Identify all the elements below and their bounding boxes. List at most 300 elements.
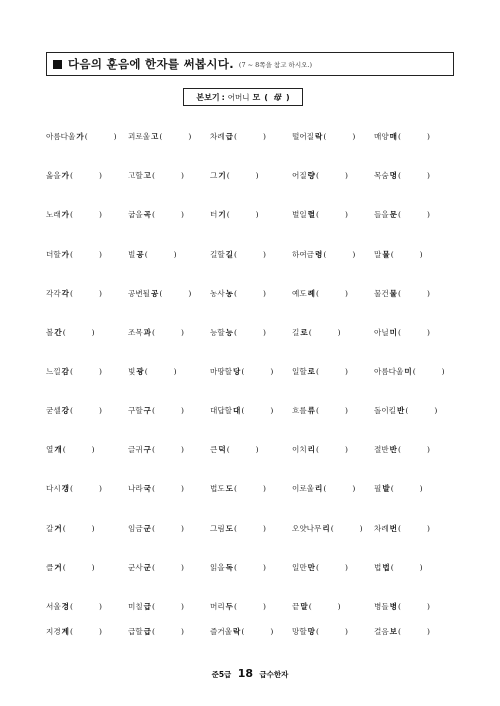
exercise-item bbox=[374, 117, 456, 156]
exercise-item bbox=[128, 274, 210, 313]
exercise-sound: 법 bbox=[382, 562, 390, 572]
answer-close-paren: ) bbox=[352, 132, 356, 142]
answer-open-paren: ( bbox=[70, 288, 73, 298]
exercise-meaning: 큰 bbox=[210, 445, 218, 455]
exercise-meaning: 대답할 bbox=[210, 406, 233, 416]
answer-open-paren: ( bbox=[144, 249, 148, 259]
answer-open-paren: ( bbox=[152, 562, 155, 572]
exercise-meaning: 이치 bbox=[292, 445, 307, 455]
exercise-meaning: 마땅할 bbox=[210, 366, 233, 376]
exercise-sound: 강 bbox=[61, 406, 70, 416]
answer-close-paren: ) bbox=[344, 171, 348, 181]
exercise-meaning: 군사 bbox=[128, 562, 143, 572]
answer-close-paren: ) bbox=[91, 445, 95, 455]
answer-close-paren: ) bbox=[98, 484, 102, 494]
answer-open-paren: ( bbox=[398, 132, 401, 142]
exercise-sound: 만 bbox=[307, 562, 316, 572]
exercise-item bbox=[292, 234, 374, 273]
exercise-sound: 도 bbox=[225, 484, 234, 494]
exercise-sound: 능 bbox=[225, 327, 234, 337]
exercise-sound: 가 bbox=[61, 210, 70, 220]
answer-open-paren: ( bbox=[159, 288, 163, 298]
exercise-meaning: 조목 bbox=[128, 327, 143, 337]
exercise-item bbox=[210, 391, 292, 430]
exercise-item bbox=[292, 195, 374, 234]
answer-open-paren: ( bbox=[226, 210, 230, 220]
example-answer: 母 bbox=[272, 92, 281, 102]
answer-close-paren: ) bbox=[91, 523, 95, 533]
exercise-sound: 로 bbox=[307, 366, 316, 376]
exercise-meaning: 열 bbox=[46, 445, 54, 455]
black-square-icon bbox=[53, 60, 62, 69]
example-close-paren: ) bbox=[285, 92, 290, 102]
exercise-meaning: 능할 bbox=[210, 327, 225, 337]
answer-open-paren: ( bbox=[70, 406, 73, 416]
answer-close-paren: ) bbox=[113, 132, 117, 142]
exercise-item bbox=[374, 391, 456, 430]
answer-close-paren: ) bbox=[262, 327, 266, 337]
exercise-sound: 공 bbox=[151, 288, 159, 298]
answer-open-paren: ( bbox=[308, 601, 312, 611]
exercise-meaning: 즐거울 bbox=[210, 627, 233, 636]
exercise-meaning: 고할 bbox=[128, 171, 143, 181]
answer-open-paren: ( bbox=[152, 523, 155, 533]
footer-level: 준5급 bbox=[211, 670, 232, 679]
footer-book-title: 급수한자 bbox=[259, 670, 289, 679]
answer-close-paren: ) bbox=[98, 601, 102, 611]
exercise-meaning: 지경 bbox=[46, 627, 61, 636]
answer-open-paren: ( bbox=[152, 601, 155, 611]
exercise-meaning: 노래 bbox=[46, 210, 61, 220]
answer-open-paren: ( bbox=[226, 445, 230, 455]
exercise-item bbox=[374, 274, 456, 313]
answer-close-paren: ) bbox=[426, 601, 430, 611]
exercise-meaning: 길 bbox=[292, 327, 300, 337]
answer-open-paren: ( bbox=[398, 523, 401, 533]
exercise-item bbox=[128, 587, 210, 626]
answer-open-paren: ( bbox=[62, 523, 66, 533]
answer-open-paren: ( bbox=[398, 171, 401, 181]
answer-open-paren: ( bbox=[152, 445, 155, 455]
exercise-meaning: 다시 bbox=[46, 484, 61, 494]
exercise-meaning: 옳을 bbox=[46, 171, 61, 181]
answer-open-paren: ( bbox=[390, 484, 394, 494]
instruction-title-box bbox=[46, 52, 454, 76]
answer-close-paren: ) bbox=[262, 523, 266, 533]
answer-close-paren: ) bbox=[337, 327, 341, 337]
exercise-meaning: 일만 bbox=[292, 562, 307, 572]
answer-close-paren: ) bbox=[98, 171, 102, 181]
answer-close-paren: ) bbox=[188, 288, 192, 298]
exercise-meaning: 읽을 bbox=[210, 562, 225, 572]
exercise-item bbox=[292, 548, 374, 587]
exercise-sound: 미 bbox=[389, 327, 398, 337]
exercise-item bbox=[292, 156, 374, 195]
answer-close-paren: ) bbox=[426, 171, 430, 181]
exercise-sound: 류 bbox=[307, 406, 316, 416]
answer-open-paren: ( bbox=[398, 210, 401, 220]
exercise-meaning: 예도 bbox=[292, 288, 307, 298]
exercise-meaning: 각각 bbox=[46, 288, 61, 298]
exercise-meaning: 아닐 bbox=[374, 327, 389, 337]
exercise-meaning: 느낄 bbox=[46, 366, 61, 376]
answer-open-paren: ( bbox=[316, 210, 319, 220]
instruction-note: (7 ~ 8쪽을 참고 하시오.) bbox=[238, 60, 312, 69]
exercise-item bbox=[46, 313, 128, 352]
exercise-meaning: 빛 bbox=[128, 366, 136, 376]
exercise-meaning: 절반 bbox=[374, 445, 389, 455]
exercise-sound: 례 bbox=[307, 288, 316, 298]
exercise-meaning: 법 bbox=[374, 562, 382, 572]
answer-open-paren: ( bbox=[152, 210, 155, 220]
exercise-meaning: 나라 bbox=[128, 484, 143, 494]
answer-close-paren: ) bbox=[344, 562, 348, 572]
answer-close-paren: ) bbox=[98, 627, 102, 636]
answer-open-paren: ( bbox=[234, 132, 237, 142]
answer-open-paren: ( bbox=[330, 523, 334, 533]
answer-open-paren: ( bbox=[398, 445, 401, 455]
answer-open-paren: ( bbox=[241, 406, 245, 416]
answer-open-paren: ( bbox=[323, 484, 327, 494]
answer-open-paren: ( bbox=[308, 327, 312, 337]
answer-close-paren: ) bbox=[344, 288, 348, 298]
exercise-item bbox=[374, 509, 456, 548]
exercise-item bbox=[292, 313, 374, 352]
answer-open-paren: ( bbox=[70, 171, 73, 181]
exercise-item bbox=[210, 274, 292, 313]
answer-open-paren: ( bbox=[144, 366, 148, 376]
exercise-item bbox=[128, 626, 210, 637]
exercise-item bbox=[128, 469, 210, 508]
exercise-item bbox=[46, 469, 128, 508]
exercise-sound: 과 bbox=[143, 327, 152, 337]
exercise-sound: 물 bbox=[382, 249, 390, 259]
exercise-item bbox=[46, 509, 128, 548]
exercise-meaning: 길할 bbox=[210, 249, 225, 259]
answer-close-paren: ) bbox=[352, 249, 356, 259]
exercise-meaning: 아름다울 bbox=[374, 366, 404, 376]
exercise-item bbox=[46, 391, 128, 430]
exercise-item bbox=[292, 469, 374, 508]
exercise-item bbox=[374, 587, 456, 626]
answer-open-paren: ( bbox=[323, 132, 327, 142]
answer-open-paren: ( bbox=[234, 288, 237, 298]
exercise-sound: 령 bbox=[315, 249, 323, 259]
exercise-sound: 국 bbox=[143, 484, 152, 494]
exercise-meaning: 하여금 bbox=[292, 249, 315, 259]
exercise-sound: 문 bbox=[389, 210, 398, 220]
exercise-item bbox=[210, 156, 292, 195]
exercise-sound: 급 bbox=[143, 601, 152, 611]
exercise-sound: 거 bbox=[54, 562, 62, 572]
answer-open-paren: ( bbox=[152, 484, 155, 494]
exercise-item bbox=[128, 195, 210, 234]
exercise-meaning: 끝 bbox=[292, 601, 300, 611]
exercise-meaning: 서울 bbox=[46, 601, 61, 611]
answer-close-paren: ) bbox=[262, 562, 266, 572]
answer-open-paren: ( bbox=[234, 327, 237, 337]
exercise-meaning: 공변될 bbox=[128, 288, 151, 298]
answer-open-paren: ( bbox=[84, 132, 88, 142]
exercise-sound: 리 bbox=[322, 523, 330, 533]
exercise-meaning: 이로울 bbox=[292, 484, 315, 494]
exercise-meaning: 빌 bbox=[128, 249, 136, 259]
answer-close-paren: ) bbox=[180, 562, 184, 572]
page-footer bbox=[0, 667, 500, 680]
answer-close-paren: ) bbox=[270, 627, 274, 636]
answer-open-paren: ( bbox=[398, 627, 401, 636]
answer-open-paren: ( bbox=[226, 171, 230, 181]
exercise-item bbox=[210, 352, 292, 391]
exercise-sound: 개 bbox=[54, 445, 62, 455]
answer-close-paren: ) bbox=[255, 445, 259, 455]
exercise-item bbox=[374, 548, 456, 587]
exercise-sound: 말 bbox=[300, 601, 308, 611]
exercise-meaning: 일할 bbox=[292, 366, 307, 376]
answer-open-paren: ( bbox=[241, 627, 245, 636]
exercise-sound: 명 bbox=[389, 171, 398, 181]
exercise-item bbox=[292, 626, 374, 637]
answer-open-paren: ( bbox=[152, 171, 155, 181]
answer-close-paren: ) bbox=[344, 406, 348, 416]
exercise-item bbox=[128, 430, 210, 469]
exercise-sound: 반 bbox=[389, 445, 398, 455]
exercise-sound: 각 bbox=[61, 288, 70, 298]
answer-open-paren: ( bbox=[234, 484, 237, 494]
answer-close-paren: ) bbox=[426, 445, 430, 455]
exercise-sound: 덕 bbox=[218, 445, 226, 455]
answer-open-paren: ( bbox=[62, 562, 66, 572]
exercise-sound: 로 bbox=[300, 327, 308, 337]
exercise-sound: 고 bbox=[143, 171, 152, 181]
exercise-sound: 공 bbox=[136, 249, 144, 259]
answer-open-paren: ( bbox=[398, 288, 401, 298]
answer-open-paren: ( bbox=[70, 601, 73, 611]
exercise-sound: 기 bbox=[218, 210, 226, 220]
answer-close-paren: ) bbox=[426, 210, 430, 220]
answer-close-paren: ) bbox=[337, 601, 341, 611]
answer-open-paren: ( bbox=[70, 366, 73, 376]
exercise-item bbox=[374, 156, 456, 195]
answer-open-paren: ( bbox=[241, 366, 245, 376]
answer-open-paren: ( bbox=[316, 171, 319, 181]
exercise-item bbox=[46, 117, 128, 156]
exercise-meaning: 임금 bbox=[128, 523, 143, 533]
answer-open-paren: ( bbox=[412, 366, 416, 376]
exercise-sound: 병 bbox=[389, 601, 398, 611]
exercise-meaning: 오얏나무 bbox=[292, 523, 322, 533]
exercise-meaning: 클 bbox=[46, 562, 54, 572]
answer-close-paren: ) bbox=[419, 562, 423, 572]
exercise-item bbox=[292, 274, 374, 313]
exercise-sound: 대 bbox=[233, 406, 241, 416]
exercise-meaning: 돌이킬 bbox=[374, 406, 397, 416]
exercise-meaning: 갈 bbox=[46, 523, 54, 533]
answer-open-paren: ( bbox=[234, 601, 237, 611]
answer-open-paren: ( bbox=[70, 249, 73, 259]
exercise-meaning: 볼 bbox=[46, 327, 54, 337]
exercise-sound: 감 bbox=[61, 366, 70, 376]
answer-close-paren: ) bbox=[262, 484, 266, 494]
exercise-sound: 리 bbox=[307, 445, 316, 455]
answer-open-paren: ( bbox=[405, 406, 409, 416]
exercise-item bbox=[292, 587, 374, 626]
exercise-meaning: 그 bbox=[210, 171, 218, 181]
exercise-item bbox=[128, 117, 210, 156]
answer-close-paren: ) bbox=[419, 249, 423, 259]
exercise-meaning: 걸음 bbox=[374, 627, 389, 636]
exercise-item bbox=[374, 313, 456, 352]
answer-close-paren: ) bbox=[262, 288, 266, 298]
exercise-item bbox=[46, 156, 128, 195]
exercise-sound: 미 bbox=[404, 366, 412, 376]
exercise-meaning: 망할 bbox=[292, 627, 307, 636]
exercise-meaning: 굽을 bbox=[128, 210, 143, 220]
exercise-sound: 가 bbox=[61, 171, 70, 181]
exercise-item bbox=[128, 509, 210, 548]
answer-close-paren: ) bbox=[180, 406, 184, 416]
exercise-sound: 구 bbox=[143, 445, 152, 455]
example-label: 본보기 bbox=[196, 92, 220, 102]
instruction-title: 다음의 훈음에 한자를 써봅시다. bbox=[68, 57, 234, 71]
exercise-meaning: 들을 bbox=[374, 210, 389, 220]
answer-close-paren: ) bbox=[434, 406, 438, 416]
answer-open-paren: ( bbox=[62, 445, 66, 455]
exercise-item bbox=[292, 430, 374, 469]
exercise-sound: 길 bbox=[225, 249, 234, 259]
exercise-sound: 기 bbox=[218, 171, 226, 181]
answer-close-paren: ) bbox=[426, 288, 430, 298]
exercise-sound: 보 bbox=[389, 627, 398, 636]
exercise-meaning: 차례 bbox=[374, 523, 389, 533]
answer-open-paren: ( bbox=[316, 562, 319, 572]
exercise-sound: 거 bbox=[54, 523, 62, 533]
exercise-item bbox=[292, 352, 374, 391]
answer-open-paren: ( bbox=[70, 627, 73, 636]
exercise-sound: 당 bbox=[233, 366, 241, 376]
answer-close-paren: ) bbox=[91, 327, 95, 337]
answer-open-paren: ( bbox=[316, 445, 319, 455]
answer-open-paren: ( bbox=[152, 627, 155, 636]
exercise-sound: 량 bbox=[307, 171, 316, 181]
answer-close-paren: ) bbox=[180, 210, 184, 220]
answer-close-paren: ) bbox=[344, 627, 348, 636]
exercise-sound: 물 bbox=[389, 288, 398, 298]
answer-close-paren: ) bbox=[180, 484, 184, 494]
answer-open-paren: ( bbox=[398, 601, 401, 611]
exercise-item bbox=[374, 430, 456, 469]
answer-close-paren: ) bbox=[180, 171, 184, 181]
exercise-item bbox=[46, 234, 128, 273]
answer-open-paren: ( bbox=[62, 327, 66, 337]
answer-close-paren: ) bbox=[180, 523, 184, 533]
exercise-sound: 구 bbox=[143, 406, 152, 416]
exercise-sound: 광 bbox=[136, 366, 144, 376]
exercise-meaning: 목숨 bbox=[374, 171, 389, 181]
exercise-sound: 경 bbox=[61, 601, 70, 611]
exercise-item bbox=[46, 587, 128, 626]
exercise-item bbox=[292, 391, 374, 430]
answer-open-paren: ( bbox=[70, 484, 73, 494]
answer-open-paren: ( bbox=[398, 327, 401, 337]
exercise-sound: 가 bbox=[76, 132, 84, 142]
answer-close-paren: ) bbox=[344, 210, 348, 220]
answer-close-paren: ) bbox=[344, 445, 348, 455]
exercise-item bbox=[292, 509, 374, 548]
exercise-item bbox=[46, 430, 128, 469]
exercise-item bbox=[128, 313, 210, 352]
exercise-grid bbox=[46, 117, 456, 637]
exercise-item bbox=[128, 391, 210, 430]
exercise-sound: 농 bbox=[225, 288, 234, 298]
answer-close-paren: ) bbox=[441, 366, 445, 376]
exercise-item bbox=[374, 469, 456, 508]
answer-open-paren: ( bbox=[316, 366, 319, 376]
exercise-item bbox=[128, 234, 210, 273]
answer-open-paren: ( bbox=[316, 406, 319, 416]
exercise-meaning: 흐를 bbox=[292, 406, 307, 416]
answer-open-paren: ( bbox=[323, 249, 327, 259]
exercise-sound: 곡 bbox=[143, 210, 152, 220]
exercise-meaning: 필 bbox=[374, 484, 382, 494]
exercise-item bbox=[374, 626, 456, 637]
answer-close-paren: ) bbox=[419, 484, 423, 494]
answer-close-paren: ) bbox=[91, 562, 95, 572]
answer-open-paren: ( bbox=[152, 406, 155, 416]
answer-close-paren: ) bbox=[344, 366, 348, 376]
exercise-sound: 군 bbox=[143, 562, 152, 572]
exercise-item bbox=[292, 117, 374, 156]
exercise-sound: 렬 bbox=[307, 210, 316, 220]
answer-open-paren: ( bbox=[70, 210, 73, 220]
exercise-item bbox=[128, 156, 210, 195]
answer-open-paren: ( bbox=[234, 562, 237, 572]
exercise-meaning: 그림 bbox=[210, 523, 225, 533]
exercise-item bbox=[210, 469, 292, 508]
answer-close-paren: ) bbox=[270, 366, 274, 376]
exercise-item bbox=[210, 626, 292, 637]
answer-close-paren: ) bbox=[180, 627, 184, 636]
exercise-sound: 독 bbox=[225, 562, 234, 572]
exercise-meaning: 미칠 bbox=[128, 601, 143, 611]
answer-close-paren: ) bbox=[188, 132, 192, 142]
exercise-sound: 매 bbox=[389, 132, 398, 142]
exercise-meaning: 병들 bbox=[374, 601, 389, 611]
exercise-item bbox=[210, 234, 292, 273]
exercise-sound: 군 bbox=[143, 523, 152, 533]
answer-close-paren: ) bbox=[426, 627, 430, 636]
exercise-meaning: 차례 bbox=[210, 132, 225, 142]
answer-close-paren: ) bbox=[262, 132, 266, 142]
answer-close-paren: ) bbox=[98, 366, 102, 376]
exercise-item bbox=[374, 234, 456, 273]
exercise-meaning: 괴로울 bbox=[128, 132, 151, 142]
answer-close-paren: ) bbox=[180, 601, 184, 611]
exercise-item bbox=[374, 195, 456, 234]
answer-close-paren: ) bbox=[262, 601, 266, 611]
exercise-sound: 간 bbox=[54, 327, 62, 337]
exercise-meaning: 물건 bbox=[374, 288, 389, 298]
exercise-sound: 리 bbox=[315, 484, 323, 494]
exercise-meaning: 구할 bbox=[128, 406, 143, 416]
exercise-sound: 락 bbox=[233, 627, 241, 636]
answer-close-paren: ) bbox=[255, 210, 259, 220]
answer-open-paren: ( bbox=[390, 562, 394, 572]
answer-close-paren: ) bbox=[262, 249, 266, 259]
answer-close-paren: ) bbox=[98, 249, 102, 259]
exercise-sound: 두 bbox=[225, 601, 234, 611]
answer-open-paren: ( bbox=[390, 249, 394, 259]
